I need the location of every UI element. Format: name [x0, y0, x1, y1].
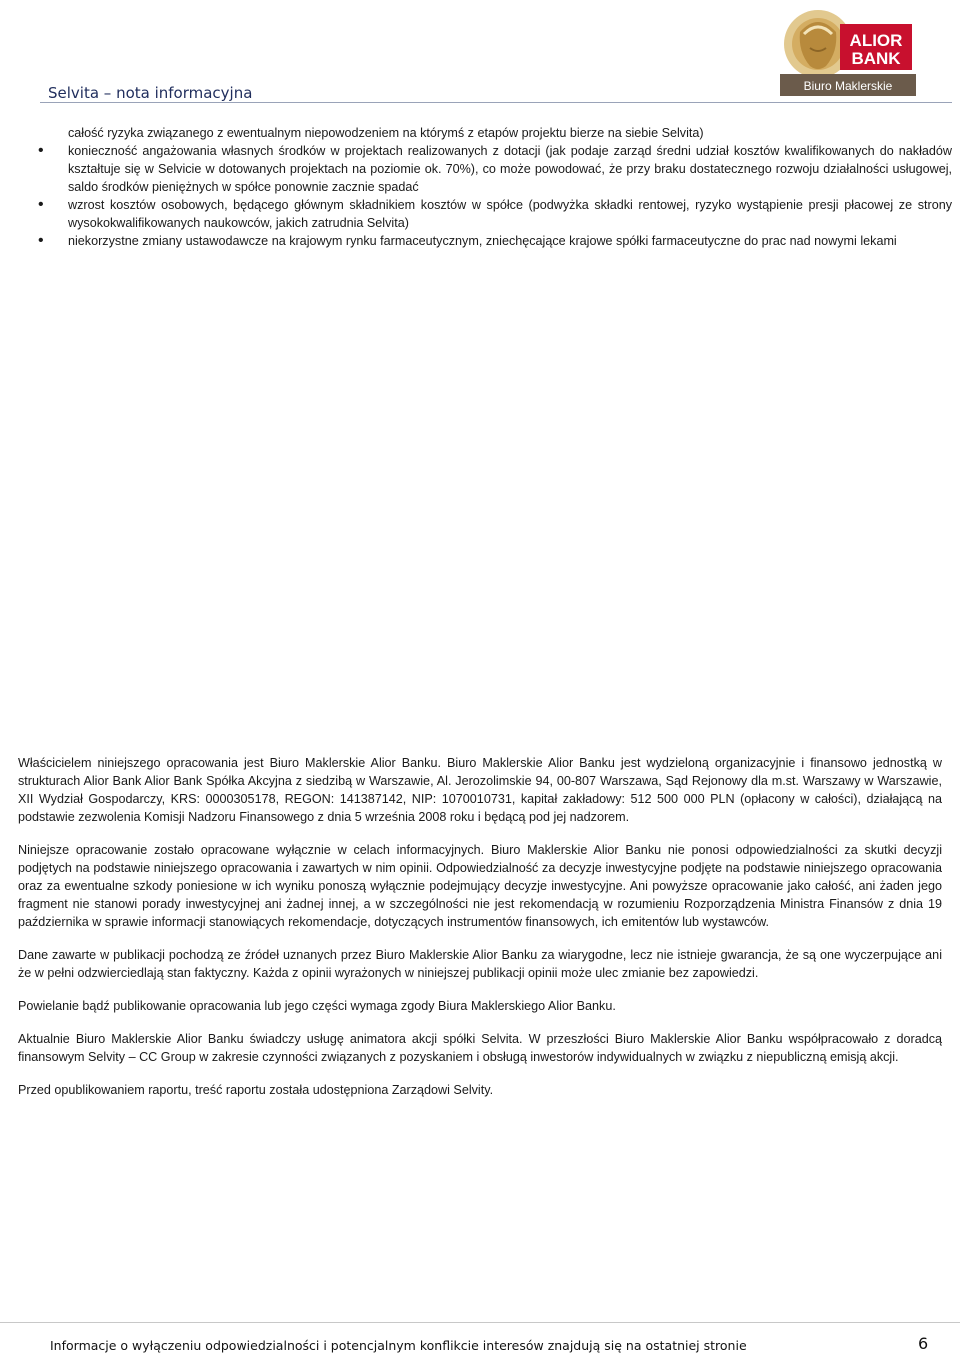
footer-divider: [0, 1322, 960, 1323]
logo-line-bank: BANK: [851, 49, 901, 68]
risk-item: • niekorzystne zmiany ustawodawcze na krajowym rynku farmaceutycznym, zniechęcające krajowe spółki farmaceutyczne do prac nad nowymi lekami: [68, 232, 952, 250]
disclaimer-paragraph: Właścicielem niniejszego opracowania jest Biuro Maklerskie Alior Banku. Biuro Maklerskie Alior Banku jest wydzieloną organizacyjnie i finansowo jednostką w strukturach Alior Bank Alior Bank Spółka Akcyjna z siedzibą w Warszawie, Al. Jerozolimskie 94, 00-807 Warszawa, Sąd Rejonowy dla m.st. Warszawy w Warszawie, XII Wydział Gospodarczy, KRS: 0000305178, REGON: 141387142, NIP: 1070010731, kapitał zakładowy: 512 500 000 PLN (opłacony w całości), działającą na podstawie zezwolenia Komisji Nadzoru Finansowego z dnia 5 września 2008 roku i będącą pod jej nadzorem.: [18, 756, 942, 824]
disclaimer-paragraph: Aktualnie Biuro Maklerskie Alior Banku świadczy usługę animatora akcji spółki Selvita. W przeszłości Biuro Maklerskie Alior Banku współpracowało z doradcą finansowym Selvity – CC Group w zakresie czynności związanych z pozyskaniem i obsługą inwestorów indywidualnych w związku z niepubliczną emisją akcji.: [18, 1032, 942, 1064]
risk-item: całość ryzyka związanego z ewentualnym niepowodzeniem na którymś z etapów projektu bierze na siebie Selvita): [68, 126, 704, 140]
legal-disclaimer: [18, 754, 942, 1114]
risk-item: • wzrost kosztów osobowych, będącego głównym składnikiem kosztów w spółce (podwyżka składki rentowej, ryzyko wystąpienie presji płacowej ze strony wysokokwalifikowanych naukowców, jakich zatrudnia Selvita): [68, 196, 952, 232]
alior-bank-logo: [780, 4, 916, 98]
page-number: 6: [918, 1334, 929, 1353]
document-header-title: Selvita – nota informacyjna: [48, 84, 253, 102]
alior-logo-graphic: [780, 4, 916, 98]
disclaimer-paragraph: Przed opublikowaniem raportu, treść raportu została udostępniona Zarządowi Selvity.: [18, 1083, 494, 1097]
header-divider: [40, 102, 952, 103]
logo-line-alior: ALIOR: [849, 31, 903, 50]
risk-item: • konieczność angażowania własnych środków w projektach realizowanych z dotacji (jak podaje zarząd średni udział kosztów kwalifikowanych do nakładów kształtuje się w Selvicie w dotowanych projektach na poziomie ok. 70%), co może powodować, że przy braku dostatecznego rozwoju działalności usługowej, saldo środków pieniężnych w spółce ponownie zacznie spadać: [68, 142, 952, 196]
disclaimer-paragraph: Dane zawarte w publikacji pochodzą ze źródeł uznanych przez Biuro Maklerskie Alior Banku za wiarygodne, lecz nie istnieje gwarancja, że są one wyczerpujące ani że w pełni odzwierciedlają stan faktyczny. Każda z opinii wyrażonych w niniejszej publikacji opinii może ulec zmianie bez zapowiedzi.: [18, 948, 942, 980]
disclaimer-paragraph: Niniejsze opracowanie zostało opracowane wyłącznie w celach informacyjnych. Biuro Maklerskie Alior Banku nie ponosi odpowiedzialności za skutki decyzji podjętych na podstawie niniejszego opracowania i zawartych w nim opinii. Odpowiedzialność za decyzje inwestycyjne podjęte na podstawie niniejszego opracowania oraz za ewentualne szkody poniesione w ich wyniku ponoszą wyłącznie podejmujący decyzje inwestycyjne. Ani powyższe opracowanie jako całość, ani żaden jego fragment nie stanowi porady inwestycyjnej ani żadnej innej, a w szczególności nie jest rekomendacją w rozumieniu Rozporządzenia Ministra Finansów z dnia 19 października w sprawie informacji stanowiących rekomendacje, dotyczących instrumentów finansowych, ich emitentów lub wystawców.: [18, 843, 942, 929]
disclaimer-paragraph: Powielanie bądź publikowanie opracowania lub jego części wymaga zgody Biura Maklerskiego Alior Banku.: [18, 999, 616, 1013]
footer-note: Informacje o wyłączeniu odpowiedzialności i potencjalnym konflikcie interesów znajdują się na ostatniej stronie: [50, 1338, 747, 1353]
logo-subtitle: Biuro Maklerskie: [803, 79, 893, 93]
risk-factors-list: [68, 124, 952, 250]
